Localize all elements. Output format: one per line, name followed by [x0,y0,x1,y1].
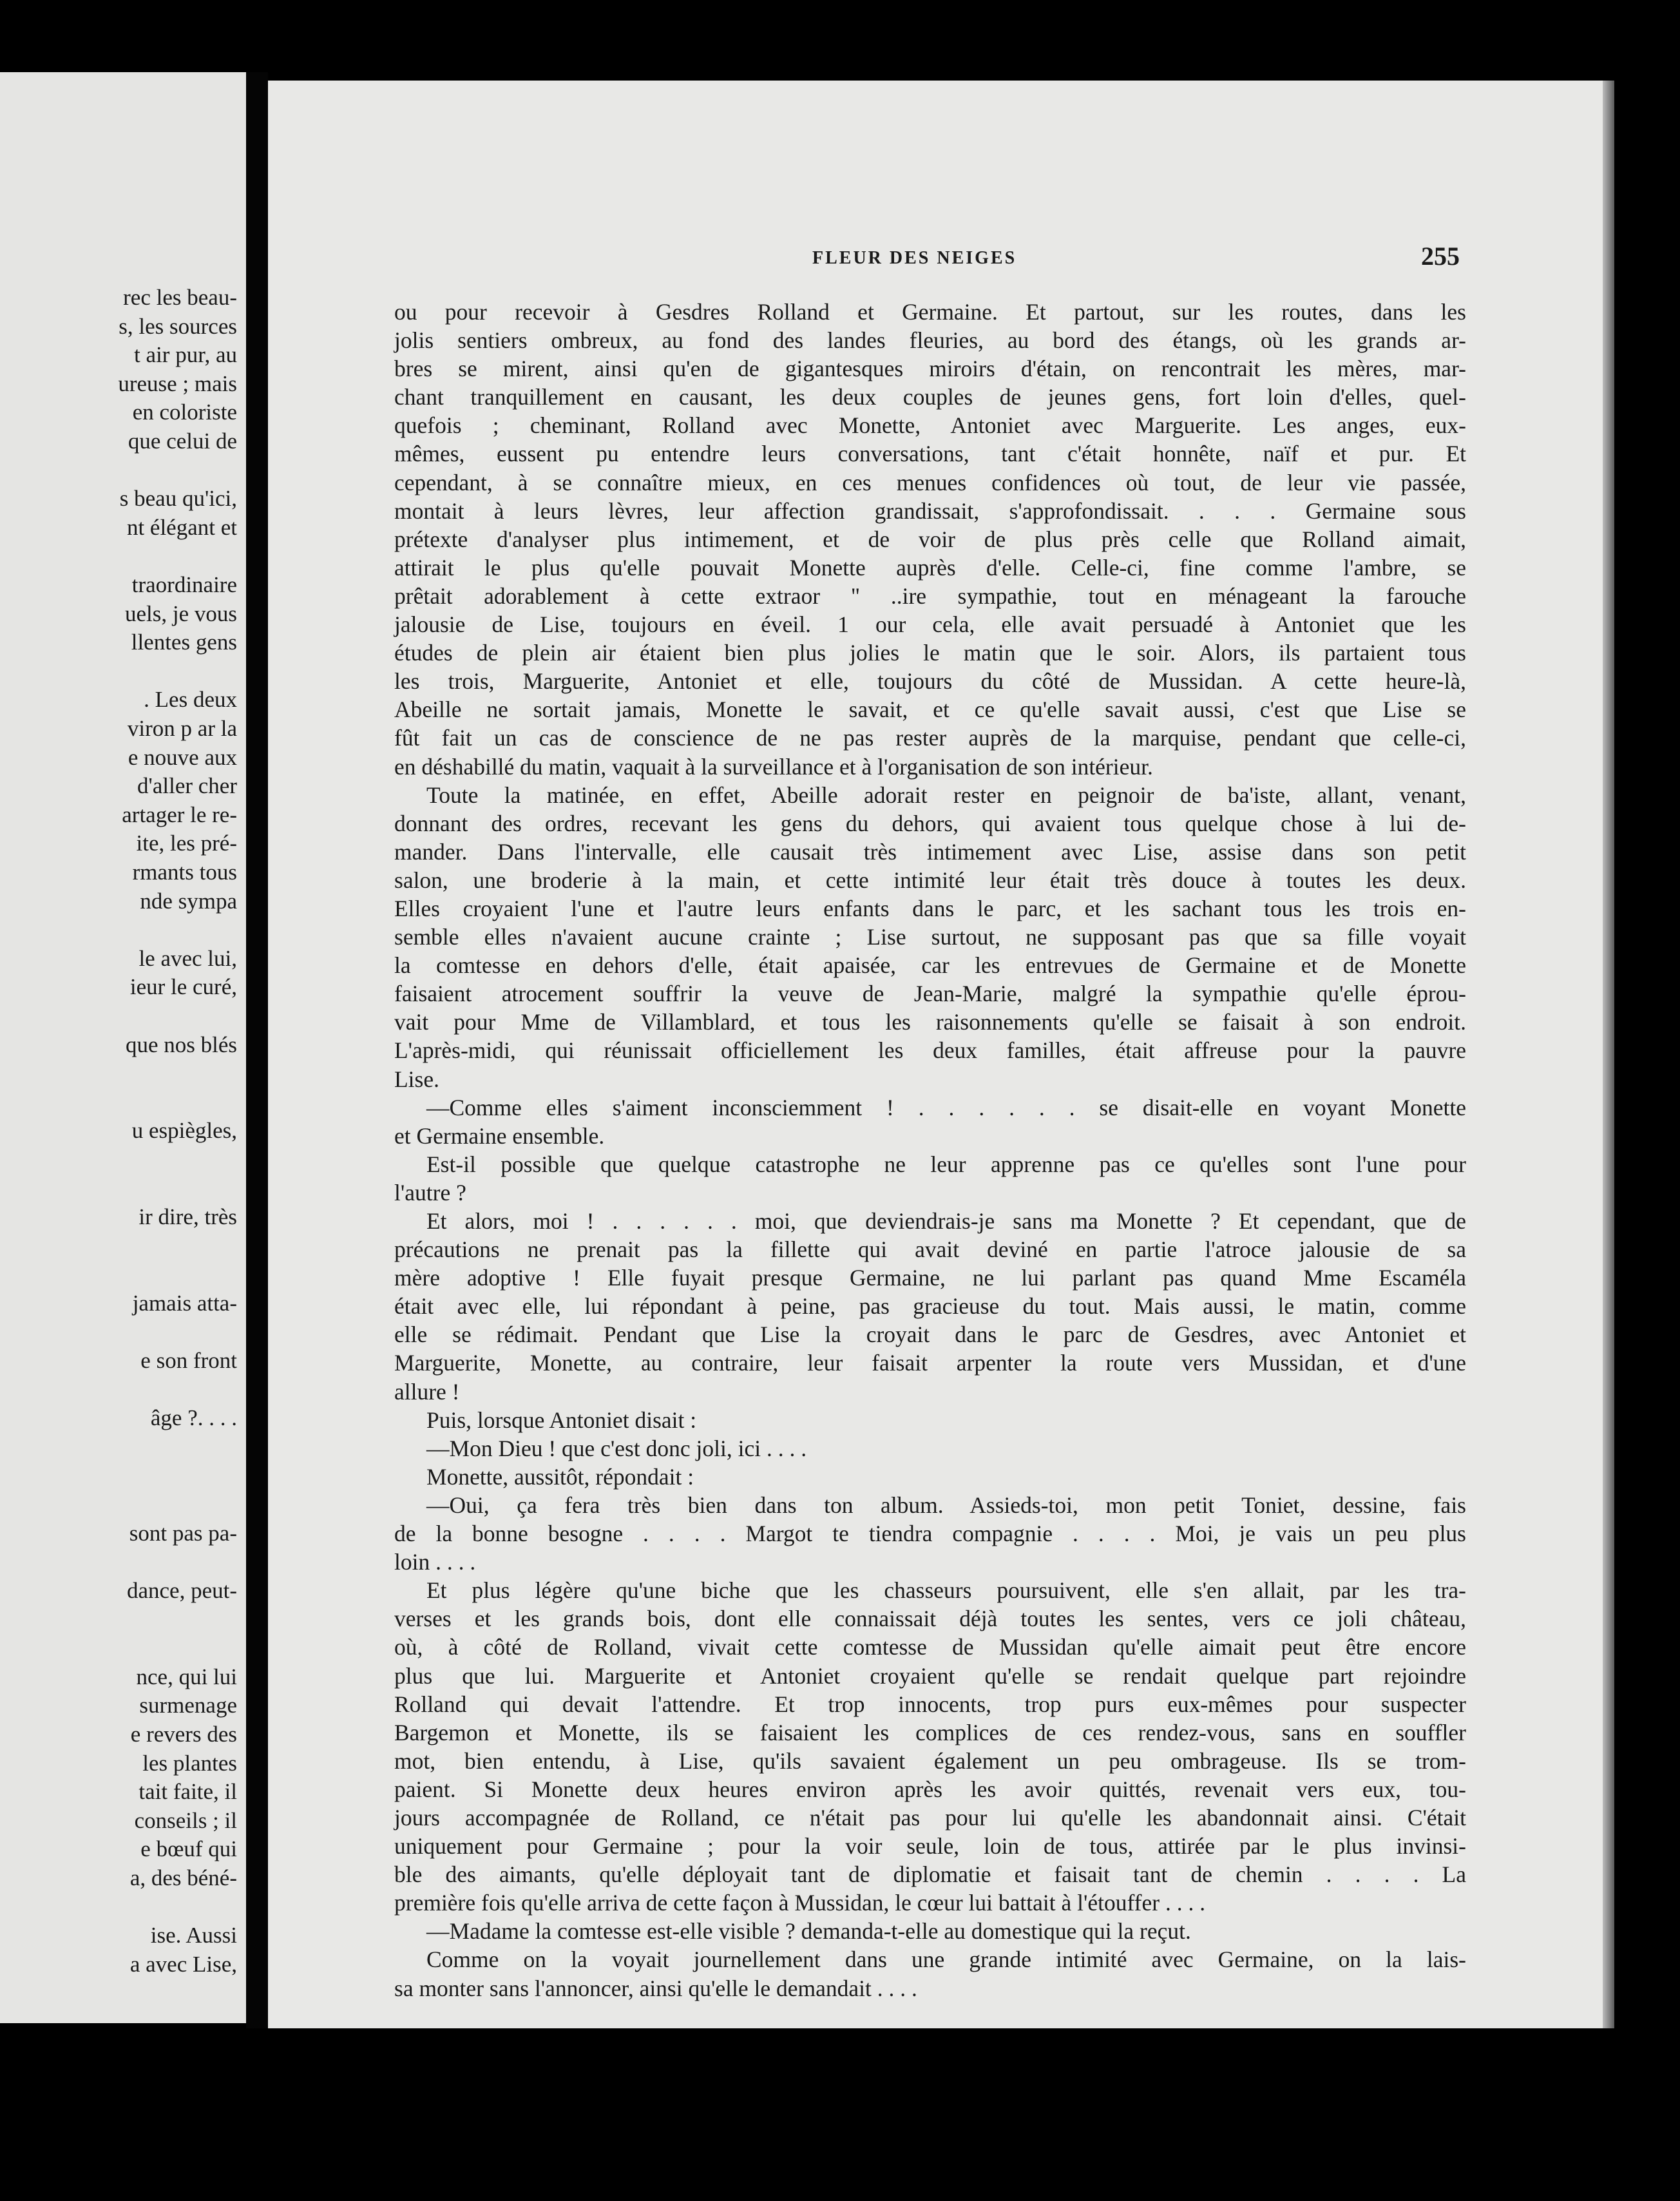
text-line: paient. Si Monette deux heures environ après les avoir quittés, revenait vers eux, tou- [394,1776,1466,1802]
text-line: montait à leurs lèvres, leur affection grandissait, s'approfondissait. . . . Germaine sous [394,497,1466,524]
text-line: uniquement pour Germaine ; pour la voir seule, loin de tous, attirée par le plus invinsi- [394,1833,1466,1860]
text-line: était avec elle, lui répondant à peine, pas gracieuse du tout. Mais aussi, le matin, comme [394,1293,1466,1320]
text-line: jours accompagnée de Rolland, ce n'était pas pour lui qu'elle les abandonnait ainsi. C'était [394,1804,1466,1831]
text-line: première fois qu'elle arriva de cette façon à Mussidan, le cœur lui battait à l'étouffer . . . . [394,1890,1206,1916]
left-page-line: viron p ar la [127,716,237,741]
text-line: jalousie de Lise, toujours en éveil. 1 our cela, elle avait persuadé à Antoniet que les [394,611,1466,638]
left-page-line: que nos blés [125,1032,237,1057]
text-line: la comtesse en dehors d'elle, était apaisée, car les entrevues de Germaine et de Monette [394,952,1466,979]
left-page-line: âge ?. . . . [150,1405,237,1431]
left-page-line: surmenage [139,1693,237,1718]
left-page-line: le avec lui, [138,945,237,971]
text-line: ble des aimants, qu'elle déployait tant de diplomatie et faisait tant de chemin . . . . La [394,1861,1466,1888]
text-line: jolis sentiers ombreux, au fond des landes fleuries, au bord des étangs, où les grands ar- [394,327,1466,354]
text-line: de la bonne besogne . . . . Margot te tiendra compagnie . . . . Moi, je vais un peu plus [394,1521,1466,1547]
left-page-line: jamais atta- [132,1291,237,1316]
left-page-line: ir dire, très [138,1204,237,1230]
left-page-line: sont pas pa- [129,1520,237,1546]
text-line: Et plus légère qu'une biche que les chasseurs poursuivent, elle s'en allait, par les tra- [426,1577,1466,1604]
left-page [0,72,246,2023]
text-line: vait pour Mme de Villamblard, et tous les raisonnements qu'elle se faisait à son endroit. [394,1009,1466,1035]
text-line: où, à côté de Rolland, vivait cette comtesse de Mussidan qu'elle aimait peut être encore [394,1634,1466,1660]
text-line: loin . . . . [394,1549,476,1575]
text-line: Abeille ne sortait jamais, Monette le savait, et ce qu'elle savait aussi, c'est que Lise se [394,697,1466,723]
text-line: Marguerite, Monette, au contraire, leur faisait arpenter la route vers Mussidan, et d'une [394,1350,1466,1376]
text-line: quefois ; cheminant, Rolland avec Monette, Antoniet avec Marguerite. Les anges, eux- [394,412,1466,439]
left-page-line: rmants tous [132,860,237,885]
text-line: cependant, à se connaître mieux, en ces menues confidences où tout, de leur vie passée, [394,469,1466,495]
text-line: —Mon Dieu ! que c'est donc joli, ici . . . . [426,1435,807,1461]
left-page-line: a, des béné- [129,1865,237,1890]
text-line: —Oui, ça fera très bien dans ton album. Assieds-toi, mon petit Toniet, dessine, fais [426,1492,1466,1518]
left-page-line: s beau qu'ici, [119,486,237,512]
page-edge-shadow [1603,81,1614,2028]
left-page-line: d'aller cher [137,773,237,799]
text-line: prétexte d'analyser plus intimement, et de voir de plus près celle que Rolland aimait, [394,526,1466,552]
text-line: Bargemon et Monette, ils se faisaient les complices de ces rendez-vous, sans en souffler [394,1719,1466,1745]
left-page-line: uels, je vous [124,601,237,626]
text-line: prêtait adorablement à cette extraor '' ..ire sympathie, tout en ménageant la farouche [394,582,1466,609]
text-line: Toute la matinée, en effet, Abeille adorait rester en peignoir de ba'iste, allant, venant, [426,782,1466,808]
left-page-line: dance, peut- [126,1578,237,1603]
left-page-line: ise. Aussi [150,1923,237,1948]
text-line: attirait le plus qu'elle pouvait Monette auprès d'elle. Celle-ci, fine comme l'ambre, se [394,554,1466,581]
left-page-line: tait faite, il [138,1779,237,1805]
left-page-line: traordinaire [131,572,237,597]
text-line: Elles croyaient l'une et l'autre leurs enfants dans le parc, et les sachant tous les trois en- [394,895,1466,921]
left-page-line: a avec Lise, [129,1951,237,1977]
text-line: semble elles n'avaient aucune crainte ; Lise surtout, ne supposant pas que sa fille voyait [394,924,1466,950]
text-line: L'après-midi, qui réunissait officiellement les deux familles, était affreuse pour la pauvre [394,1037,1466,1064]
page-number: 255 [1421,242,1460,271]
left-page-line: artager le re- [122,802,237,827]
body-text [394,298,1466,2003]
text-line: ou pour recevoir à Gesdres Rolland et Germaine. Et partout, sur les routes, dans les [394,299,1466,325]
text-line: l'autre ? [394,1179,466,1206]
left-page-line: nde sympa [140,888,237,914]
text-line: Puis, lorsque Antoniet disait : [426,1407,697,1433]
text-line: —Comme elles s'aiment inconsciemment ! . . . . . . se disait-elle en voyant Monette [426,1094,1466,1120]
left-page-line: ieur le curé, [129,974,237,1000]
left-page-line: que celui de [128,428,237,454]
text-line: —Madame la comtesse est-elle visible ? demanda-t-elle au domestique qui la reçut. [426,1918,1191,1945]
left-page-line: u espiègles, [131,1118,237,1144]
text-line: verses et les grands bois, dont elle connaissait déjà toutes les sentes, vers ce joli château, [394,1606,1466,1632]
text-line: faisaient atrocement souffrir la veuve de Jean-Marie, malgré la sympathie qu'elle éprou- [394,981,1466,1007]
text-line: études de plein air étaient bien plus jolies le matin que le soir. Alors, ils partaient tous [394,640,1466,666]
running-title: FLEUR DES NEIGES [812,248,1017,268]
text-line: Est-il possible que quelque catastrophe ne leur apprenne pas ce qu'elles sont l'une pour [426,1151,1466,1177]
left-page-line: en coloriste [132,399,237,425]
text-line: Et alors, moi ! . . . . . . moi, que deviendrais-je sans ma Monette ? Et cependant, que de [426,1208,1466,1234]
text-line: chant tranquillement en causant, les deux couples de jeunes gens, fort loin d'elles, quel- [394,384,1466,410]
left-page-line: e son front [140,1348,237,1374]
left-page-line: conseils ; il [134,1807,237,1833]
text-line: donnant des ordres, recevant les gens du dehors, qui avaient tous quelque chose à lui de- [394,810,1466,836]
left-page-line: nt élégant et [126,514,237,540]
text-line: fût fait un cas de conscience de ne pas rester auprès de la marquise, pendant que celle-ci, [394,725,1466,751]
text-line: Rolland qui devait l'attendre. Et trop innocents, trop purs eux-mêmes pour suspecter [394,1691,1466,1717]
left-page-text [0,72,246,2023]
text-line: Comme on la voyait journellement dans une grande intimité avec Germaine, on la lais- [426,1946,1466,1973]
text-line: et Germaine ensemble. [394,1122,605,1149]
text-line: Lise. [394,1066,439,1092]
left-page-line: les plantes [142,1750,237,1776]
left-page-line: rec les beau- [123,285,237,310]
text-line: mêmes, eussent pu entendre leurs conversations, tant c'était honnête, naïf et pur. Et [394,441,1466,467]
text-line: mot, bien entendu, à Lise, qu'ils savaient également un peu ombrageuse. Ils se trom- [394,1747,1466,1774]
left-page-line: t air pur, au [134,342,237,368]
book-gutter [246,72,268,2028]
text-line: Monette, aussitôt, répondait : [426,1463,694,1490]
left-page-line: e revers des [130,1722,237,1747]
text-line: allure ! [394,1378,460,1405]
text-line: salon, une broderie à la main, et cette intimité leur était très douce à toutes les deux. [394,867,1466,893]
text-line: mander. Dans l'intervalle, elle causait très intimement avec Lise, assise dans son petit [394,838,1466,865]
left-page-line: ureuse ; mais [118,370,237,396]
left-page-line: nce, qui lui [136,1664,237,1689]
text-line: les trois, Marguerite, Antoniet et elle, toujours du côté de Mussidan. A cette heure-là, [394,668,1466,695]
text-line: elle se rédimait. Pendant que Lise la croyait dans le parc de Gesdres, avec Antoniet et [394,1322,1466,1348]
left-page-line: llentes gens [131,630,237,655]
left-page-line: . Les deux [144,687,237,713]
text-line: en déshabillé du matin, vaquait à la surveillance et à l'organisation de son intérieur. [394,753,1153,780]
left-page-line: ite, les pré- [136,831,237,856]
text-line: bres se mirent, ainsi qu'en de gigantesques miroirs d'étain, on rencontrait les mères, mar- [394,356,1466,382]
left-page-line: s, les sources [119,313,237,339]
text-line: sa monter sans l'annoncer, ainsi qu'elle le demandait . . . . [394,1975,917,2001]
text-line: mère adoptive ! Elle fuyait presque Germaine, ne lui parlant pas quand Mme Escaméla [394,1265,1466,1291]
left-page-line: e nouve aux [128,744,237,770]
left-page-line: e bœuf qui [140,1836,237,1862]
text-line: plus que lui. Marguerite et Antoniet croyaient qu'elle se rendait quelque part rejoindre [394,1662,1466,1689]
text-line: précautions ne prenait pas la fillette qui avait deviné en partie l'atroce jalousie de sa [394,1236,1466,1263]
